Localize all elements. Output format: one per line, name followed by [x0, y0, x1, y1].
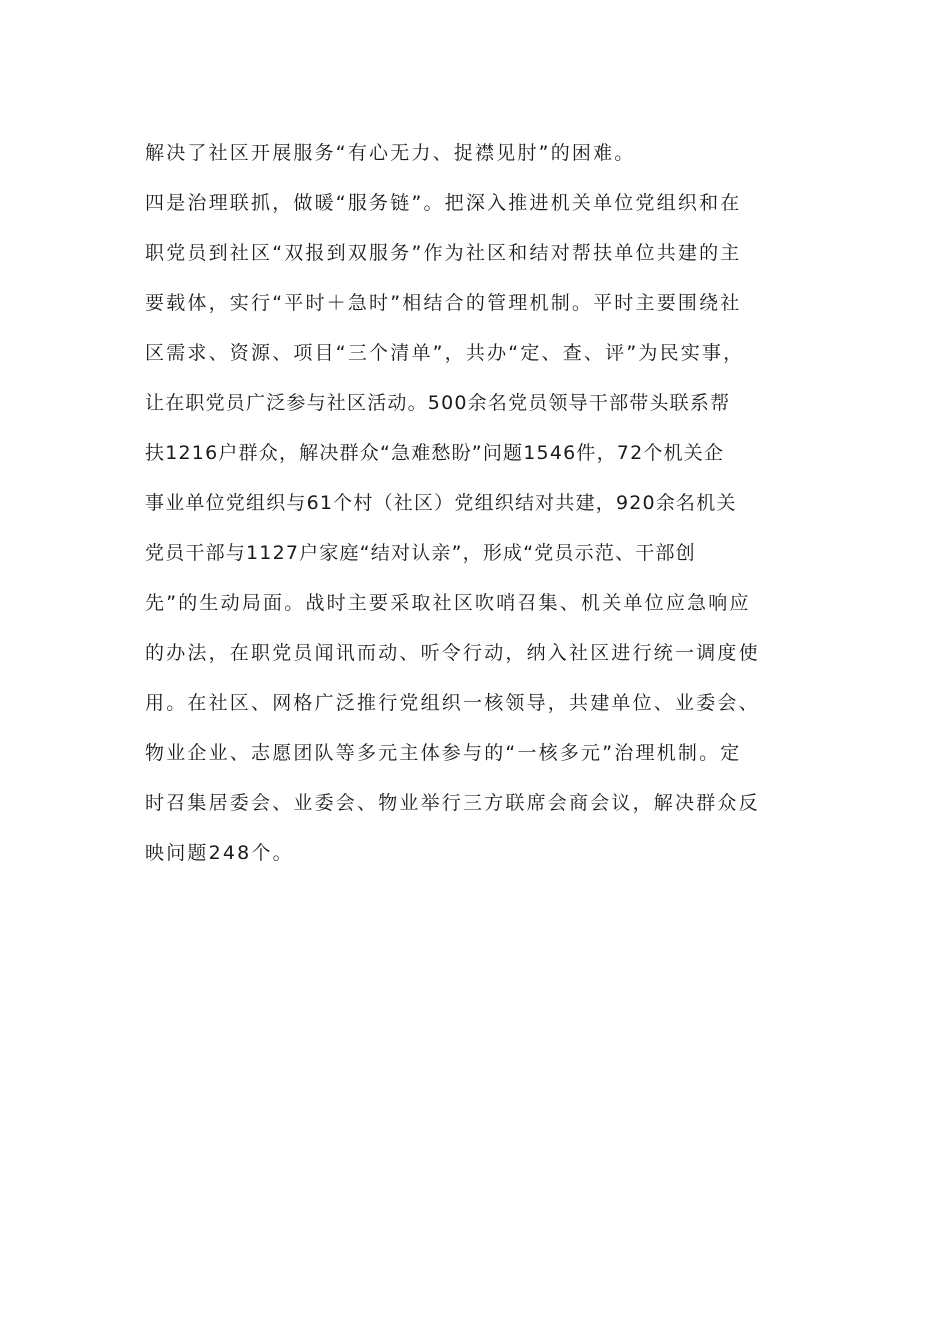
text-line: 区需求、资源、项目“三个清单”，共办“定、查、评”为民实事，	[145, 342, 745, 364]
body-text	[145, 128, 815, 878]
text-line: 党员干部与1127户家庭“结对认亲”，形成“党员示范、干部创	[145, 542, 696, 564]
text-line: 职党员到社区“双报到双服务”作为社区和结对帮扶单位共建的主	[145, 242, 742, 264]
text-line: 映问题248个。	[145, 842, 294, 864]
text-line: 时召集居委会、业委会、物业举行三方联席会商会议，解决群众反	[145, 792, 760, 814]
text-line: 物业企业、志愿团队等多元主体参与的“一核多元”治理机制。定	[145, 742, 742, 764]
text-line: 的办法，在职党员闻讯而动、听令行动，纳入社区进行统一调度使	[145, 642, 760, 664]
text-line: 四是治理联抓，做暖“服务链”。把深入推进机关单位党组织和在	[145, 192, 742, 214]
text-line: 解决了社区开展服务“有心无力、捉襟见肘”的困难。	[145, 142, 636, 164]
text-line: 用。在社区、网格广泛推行党组织一核领导，共建单位、业委会、	[145, 692, 760, 714]
text-line: 让在职党员广泛参与社区活动。500余名党员领导干部带头联系帮	[145, 392, 731, 414]
text-line: 扶1216户群众，解决群众“急难愁盼”问题1546件，72个机关企	[145, 442, 725, 464]
text-line: 先”的生动局面。战时主要采取社区吹哨召集、机关单位应急响应	[145, 592, 751, 614]
text-line: 事业单位党组织与61个村（社区）党组织结对共建，920余名机关	[145, 492, 737, 514]
text-line: 要载体，实行“平时＋急时”相结合的管理机制。平时主要围绕社	[145, 292, 742, 314]
